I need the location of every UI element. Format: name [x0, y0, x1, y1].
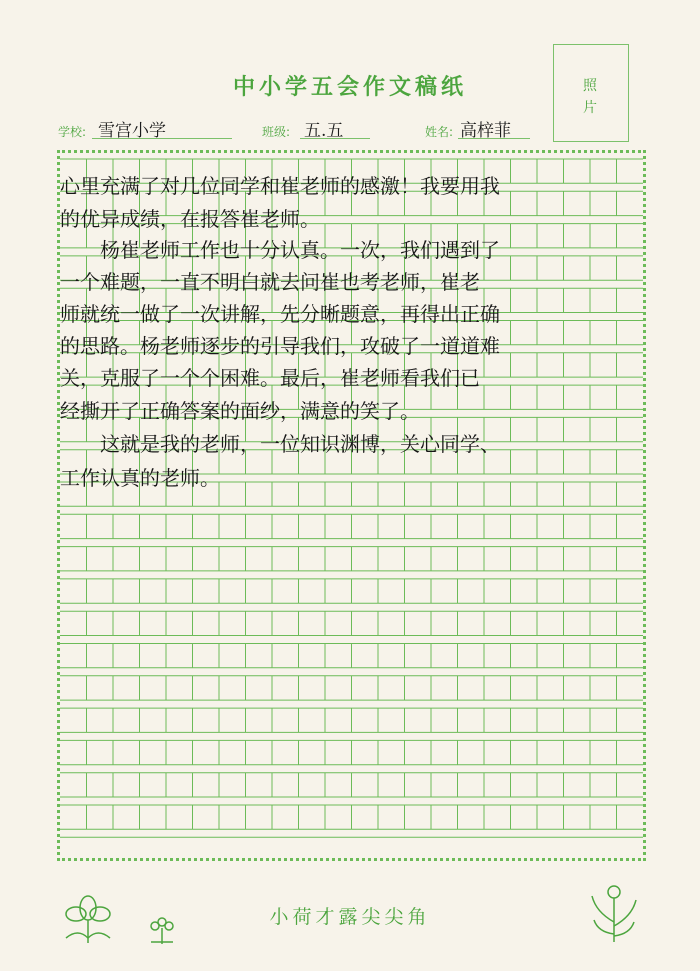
small-flower-icon — [145, 912, 179, 946]
essay-line-6: 的思路。杨老师逐步的引导我们，攻破了一道道难 — [60, 334, 500, 358]
photo-label-2: 片 — [583, 100, 597, 116]
lotus-flower-icon — [58, 888, 118, 948]
class-underline — [300, 138, 370, 139]
essay-line-4: 一个难题，一直不明白就去问崔也考老师，崔老 — [60, 270, 480, 294]
essay-line-8: 经撕开了正确答案的面纱，满意的笑了。 — [60, 399, 420, 423]
school-underline — [92, 138, 232, 139]
photo-box — [553, 44, 629, 142]
essay-line-10: 工作认真的老师。 — [60, 466, 220, 490]
school-value: 雪宫小学 — [98, 121, 166, 141]
essay-line-7: 关，克服了一个个困难。最后，崔老师看我们已 — [60, 366, 480, 390]
name-underline — [458, 138, 530, 139]
name-value: 高梓菲 — [460, 121, 511, 141]
footer-motto: 小荷才露尖尖角 — [269, 906, 431, 928]
name-label: 姓名: — [425, 125, 454, 139]
essay-line-2: 的优异成绩，在报答崔老师。 — [60, 207, 320, 231]
class-label: 班级: — [262, 125, 291, 139]
paper-title: 中小学五会作文稿纸 — [232, 75, 467, 100]
essay-line-9: 这就是我的老师，一位知识渊博，关心同学、 — [60, 432, 500, 456]
essay-line-1: 心里充满了对几位同学和崔老师的感激！我要用我 — [60, 174, 500, 198]
essay-line-5: 师就统一做了一次讲解，先分晰题意，再得出正确 — [60, 302, 500, 326]
leaf-plant-icon — [588, 882, 640, 946]
school-label: 学校: — [58, 125, 87, 139]
photo-label-1: 照 — [583, 78, 597, 94]
essay-line-3: 杨崔老师工作也十分认真。一次，我们遇到了 — [60, 238, 500, 262]
class-value: 五.五 — [304, 121, 344, 141]
